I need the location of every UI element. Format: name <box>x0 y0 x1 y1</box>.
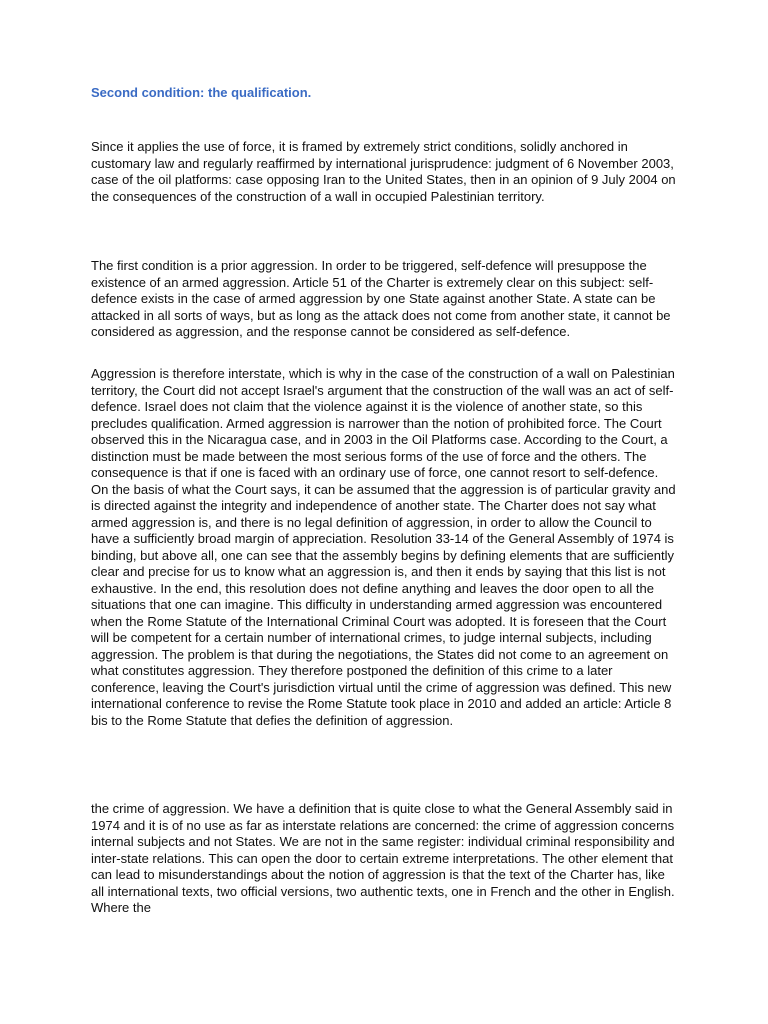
paragraph-3: Aggression is therefore interstate, which is why in the case of the construction of a wall on Palestinian territory, the Court did not accept Israel's argument that the construction of the wall was an act of self-defence. Israel does not claim that the violence against it is the violence of another state, so this precludes qualification. Armed aggression is narrower than the notion of prohibited force. The Court observed this in the Nicaragua case, and in 2003 in the Oil Platforms case. According to the Court, a distinction must be made between the most serious forms of the use of force and the others. The consequence is that if one is faced with an ordinary use of force, one cannot resort to self-defence. On the basis of what the Court says, it can be assumed that the aggression is of particular gravity and is directed against the integrity and independence of another state. The Charter does not say what armed aggression is, and there is no legal definition of aggression, in order to allow the Council to have a sufficiently broad margin of appreciation. Resolution 33-14 of the General Assembly of 1974 is binding, but above all, one can see that the assembly begins by defining elements that are sufficiently clear and precise for us to know what an aggression is, and then it ends by saying that this list is not exhaustive. In the end, this resolution does not define anything and leaves the door open to all the situations that one can imagine. This difficulty in understanding armed aggression was encountered when the Rome Statute of the International Criminal Court was adopted. It is foreseen that the Court will be competent for a certain number of international crimes, to judge internal subjects, including aggression. The problem is that during the negotiations, the States did not come to an agreement on what constitutes aggression. They therefore postponed the definition of this crime to a later conference, leaving the Court's jurisdiction virtual until the crime of aggression was defined. This new international conference to revise the Rome Statute took place in 2010 and added an article: Article 8 bis to the Rome Statute that defies the definition of aggression. <box>91 366 676 728</box>
paragraph-2: The first condition is a prior aggression. In order to be triggered, self-defence will presuppose the existence of an armed aggression. Article 51 of the Charter is extremely clear on this subject: self-defence exists in the case of armed aggression by one State against another State. A state can be attacked in all sorts of ways, but as long as the attack does not come from another state, it cannot be considered as aggression, and the response cannot be considered as self-defence. <box>91 258 671 339</box>
section-heading: Second condition: the qualification. <box>91 85 312 100</box>
paragraph-1: Since it applies the use of force, it is framed by extremely strict conditions, solidly anchored in customary law and regularly reaffirmed by international jurisprudence: judgment of 6 November 2003, case of the oil platforms: case opposing Iran to the United States, then in an opinion of 9 July 2004 on the consequences of the construction of a wall in occupied Palestinian territory. <box>91 139 676 204</box>
paragraph-4: the crime of aggression. We have a definition that is quite close to what the General Assembly said in 1974 and it is of no use as far as interstate relations are concerned: the crime of aggression concerns internal subjects and not States. We are not in the same register: individual criminal responsibility and inter-state relations. This can open the door to certain extreme interpretations. The other element that can lead to misunderstandings about the notion of aggression is that the text of the Charter has, like all international texts, two official versions, two authentic texts, one in French and the other in English. Where the <box>91 801 675 915</box>
